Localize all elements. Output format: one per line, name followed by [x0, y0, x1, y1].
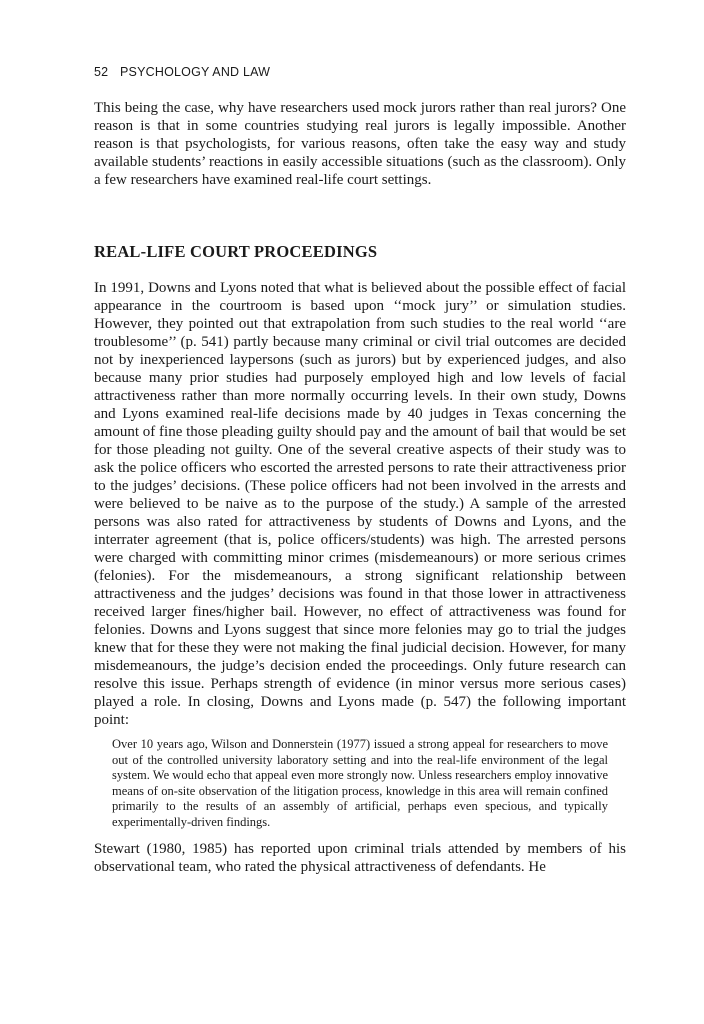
main-paragraph: In 1991, Downs and Lyons noted that what is believed about the possible effect of facial appearance in the courtroom is based upon ‘‘mock jury’’ or simulation studies. However, they pointed out that extrapolation from such studies to the real world ‘‘are troublesome’’ (p. 541) partly because many criminal or civil trial outcomes are decided not by inexperienced laypersons (such as jurors) but by experienced judges, and also because many prior studies had purposely employed high and low levels of facial attractiveness rather than more normally occurring levels. In their own study, Downs and Lyons examined real-life decisions made by 40 judges in Texas concerning the amount of fine those pleading guilty should pay and the amount of bail that would be set for those pleading not guilty. One of the several creative aspects of their study was to ask the police officers who escorted the arrested persons to rate their attractiveness prior to the judges’ decisions. (These police officers had not been involved in the arrests and were believed to be naive as to the purpose of the study.) A sample of the arrested persons was also rated for attractiveness by students of Downs and Lyons, and the interrater agreement (that is, police officers/students) was high. The arrested persons were charged with committing minor crimes (misdemeanours) or more serious crimes (felonies). For the misdemeanours, a strong significant relationship between attractiveness and the judges’ decisions was found in that those lower in attractiveness received larger fines/higher bail. However, no effect of attractiveness was found for felonies. Downs and Lyons suggest that since more felonies may go to trial the judges knew that for these they were not making the final judicial decision. However, for many misdemeanours, the judge’s decision ended the proceedings. Only future research can resolve this issue. Perhaps strength of evidence (in minor versus more serious cases) played a role. In closing, Downs and Lyons made (p. 547) the following important point: — [94, 280, 626, 728]
running-head — [94, 64, 626, 80]
closing-paragraph: Stewart (1980, 1985) has reported upon criminal trials attended by members of his observational team, who rated the physical attractiveness of defendants. He — [94, 841, 626, 875]
block-quote: Over 10 years ago, Wilson and Donnerstein (1977) issued a strong appeal for researchers to move out of the controlled university laboratory setting and into the real-life environment of the legal system. We would echo that appeal even more strongly now. Unless researchers employ innovative means of on-site observation of the litigation process, knowledge in this area will remain confined primarily to the results of an assembly of artificial, perhaps even specious, and typically experimentally-driven findings. — [112, 737, 608, 829]
page-number: 52 — [94, 65, 109, 79]
intro-paragraph: This being the case, why have researchers used mock jurors rather than real jurors? One reason is that in some countries studying real jurors is legally impossible. Another reason is that psychologists, for various reasons, often take the easy way and study available students’ reactions in easily accessible situations (such as the classroom). Only a few researchers have examined real-life court settings. — [94, 100, 626, 188]
section-heading: REAL-LIFE COURT PROCEEDINGS — [94, 242, 378, 261]
running-head-title: PSYCHOLOGY AND LAW — [120, 65, 271, 79]
book-page — [94, 64, 626, 876]
